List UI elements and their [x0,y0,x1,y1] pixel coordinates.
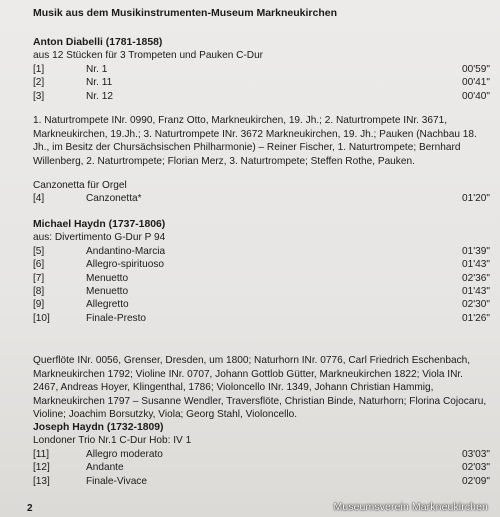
track-number: [4] [33,193,45,205]
track-number: [6] [33,259,45,271]
track-list [33,63,493,103]
track-number: [1] [33,63,45,75]
track-number: [3] [33,90,45,102]
composer-heading: Anton Diabelli (1781-1858) [33,37,163,48]
track-row [33,298,493,311]
credits-paragraph: Querflöte INr. 0056, Grenser, Dresden, um 1800; Naturhorn INr. 0776, Carl Friedrich Eschenbach, Markneukirchen 1792; Violine INr. 0707, Johann Gottlob Gütter, Markneukirchen 1822; Viola INr. 2467, Andreas Hoyer, Klingenthal, 1786; Violoncello INr. 1349, Johann Christian Hammig, Markneukirchen 1797 – Susanne Wendler, Traversflöte, Christian Binde, Naturhorn; Florina Cojocaru, Violine; Joachim Borsutzky, Viola; Georg Stahl, Violoncello. [33,355,487,421]
track-title: Andantino-Marcia [86,245,166,257]
track-duration: 00'59" [462,63,490,75]
track-row [33,90,493,103]
page-number: 2 [27,503,33,514]
track-number: [5] [33,245,45,257]
section-canzonetta [33,179,493,206]
track-row [33,258,493,271]
track-number: [9] [33,299,45,311]
composer-heading: Joseph Haydn (1732-1809) [33,422,164,433]
track-number: [11] [33,448,50,460]
track-duration: 01'26" [462,312,490,324]
section-diabelli [33,36,493,103]
track-number: [7] [33,272,45,284]
track-title: Menuetto [86,285,129,297]
track-row [33,475,493,488]
track-duration: 01'20" [462,193,490,205]
credits-paragraph: 1. Naturtrompete INr. 0990, Franz Otto, Markneukirchen, 19. Jh.; 2. Naturtrompete INr. 3671, Markneukirchen, 19.Jh.; 3. Naturtrompete INr. 3672 Markneukirchen, 19. Jh.; Pauken (Nachbau 18. Jh., im Besitz der Chursächsischen Philharmonie) – Reiner Fischer, 1. Naturtrompete; Bernhard Willenberg, 2. Naturtrompete; Florian Merz, 3. Naturtrompete; Steffen Rothe, Pauken. [33,115,477,167]
track-duration: 02'09" [462,475,490,487]
work-title: Londoner Trio Nr.1 C-Dur Hob: IV 1 [33,435,192,447]
track-row [33,461,493,474]
track-title: Menuetto [86,272,129,284]
track-title: Finale-Presto [86,312,147,324]
track-title: Finale-Vivace [86,475,147,487]
work-title: aus 12 Stücken für 3 Trompeten und Pauken C-Dur [33,50,264,62]
track-number: [12] [33,462,50,474]
track-title: Allegro moderato [86,448,163,460]
track-number: [2] [33,77,45,89]
track-title: Allegretto [86,299,129,311]
track-title: Andante [86,462,124,474]
track-number: [13] [33,475,50,487]
track-duration: 01'43" [462,259,490,271]
track-row [33,312,493,325]
track-row [33,272,493,285]
track-list [33,448,493,488]
track-row [33,192,493,205]
track-duration: 03'03" [462,448,490,460]
section-joseph-haydn [33,421,493,488]
track-row [33,63,493,76]
track-duration: 01'39" [462,245,490,257]
track-duration: 01'43" [462,285,490,297]
track-duration: 00'41" [462,77,490,89]
page-title: Musik aus dem Musikinstrumenten-Museum Markneukirchen [33,7,337,19]
track-list [33,245,493,325]
track-duration: 02'30" [462,299,490,311]
track-duration: 02'03" [462,462,490,474]
composer-heading: Michael Haydn (1737-1806) [33,219,166,230]
track-title: Nr. 12 [86,90,113,102]
track-number: [10] [33,312,50,324]
track-title: Nr. 1 [86,63,108,75]
track-number: [8] [33,285,45,297]
work-title: Canzonetta für Orgel [33,180,127,191]
watermark: Museumsverein Markneukirchen [333,501,488,513]
track-row [33,448,493,461]
track-title: Nr. 11 [86,77,113,89]
track-title: Allegro-spirituoso [86,259,164,271]
track-row [33,245,493,258]
section-michael-haydn [33,218,493,325]
track-row [33,76,493,89]
track-duration: 00'40" [462,90,490,102]
track-title: Canzonetta* [86,193,142,205]
work-title: aus: Divertimento G-Dur P 94 [33,232,166,244]
track-row [33,285,493,298]
track-duration: 02'36" [462,272,490,284]
